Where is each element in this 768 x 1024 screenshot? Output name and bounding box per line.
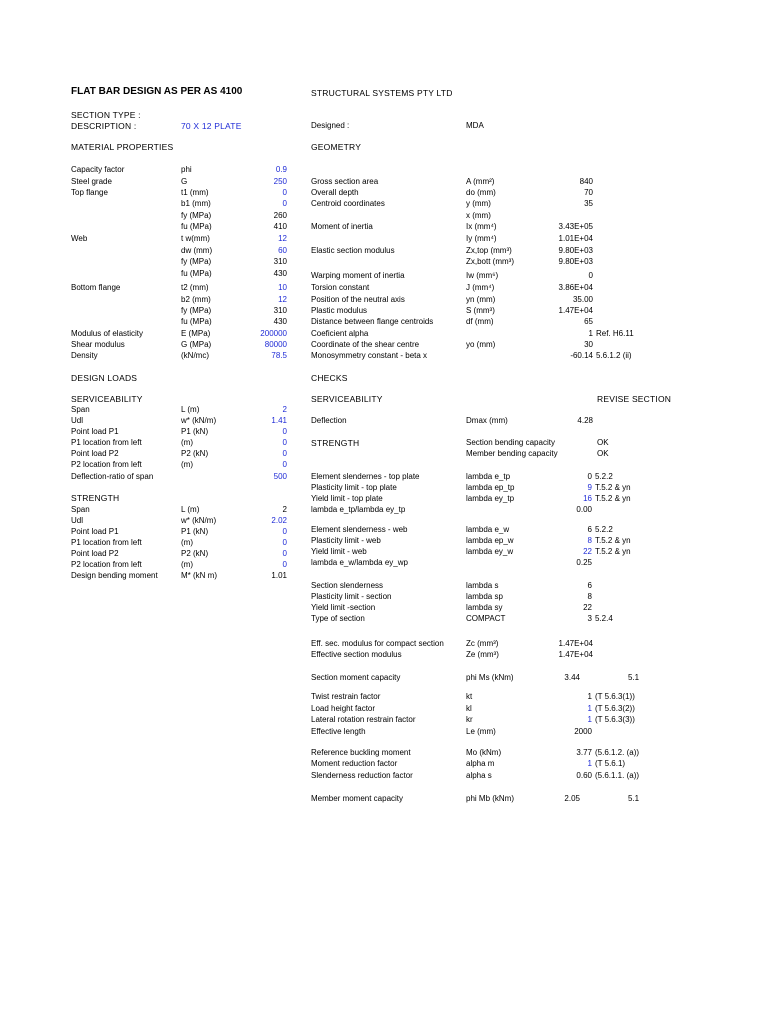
section-moment-value: 3.44: [564, 673, 580, 682]
check-symbol: kt: [466, 692, 473, 701]
section-type-label: SECTION TYPE :: [71, 110, 141, 120]
material-symbol: (kN/mc): [181, 351, 209, 360]
check-value: 1.47E+04: [558, 650, 593, 659]
geometry-symbol: Iy (mm⁴): [466, 234, 497, 243]
loads-strength-heading: STRENGTH: [71, 493, 120, 503]
geometry-label: Coeficient alpha: [311, 329, 369, 338]
geometry-symbol: Zx,bott (mm³): [466, 257, 514, 266]
member-bending-status: OK: [597, 449, 609, 458]
serv-load-symbol: (m): [181, 460, 193, 469]
geometry-value: 0: [588, 271, 593, 280]
check-label: Plasticity limit - section: [311, 592, 392, 601]
serv-load-symbol: P2 (kN): [181, 449, 209, 458]
check-symbol: lambda ep_w: [466, 536, 514, 545]
material-value: 410: [273, 222, 287, 231]
geometry-label: Elastic section modulus: [311, 246, 395, 255]
str-load-value[interactable]: 0: [282, 527, 287, 536]
material-value[interactable]: 0: [282, 199, 287, 208]
check-label: Lateral rotation restrain factor: [311, 715, 416, 724]
check-label: lambda e_w/lambda ey_wp: [311, 558, 408, 567]
geometry-value: 30: [584, 340, 593, 349]
check-ref: 5.2.2: [595, 525, 613, 534]
member-moment-ref: 5.1: [628, 794, 640, 803]
geometry-value: 1.01E+04: [558, 234, 593, 243]
section-bending-label: Section bending capacity: [466, 438, 555, 447]
serv-load-symbol: P1 (kN): [181, 427, 209, 436]
check-label: Yield limit - web: [311, 547, 367, 556]
str-load-label: Point load P1: [71, 527, 119, 536]
geometry-symbol: Ix (mm⁴): [466, 222, 497, 231]
description-label: DESCRIPTION :: [71, 121, 137, 131]
member-bending-label: Member bending capacity: [466, 449, 558, 458]
material-label: Shear modulus: [71, 340, 125, 349]
material-symbol: fu (MPa): [181, 222, 212, 231]
str-load-label: Span: [71, 505, 90, 514]
check-symbol: Ze (mm³): [466, 650, 499, 659]
check-symbol: Le (mm): [466, 727, 496, 736]
geometry-heading: GEOMETRY: [311, 142, 362, 152]
deflection-value: 4.28: [577, 416, 593, 425]
material-value[interactable]: 80000: [264, 340, 287, 349]
str-load-symbol: P2 (kN): [181, 549, 209, 558]
check-value: 0.00: [576, 505, 592, 514]
material-value[interactable]: 10: [278, 283, 287, 292]
member-moment-value: 2.05: [564, 794, 580, 803]
geometry-value: 70: [584, 188, 593, 197]
design-loads-heading: DESIGN LOADS: [71, 373, 138, 383]
member-moment-label: Member moment capacity: [311, 794, 404, 803]
check-value: 0.25: [576, 558, 592, 567]
geometry-label: Overall depth: [311, 188, 359, 197]
check-ref: (T 5.6.3(3)): [595, 715, 635, 724]
material-symbol: fy (MPa): [181, 211, 212, 220]
check-value: 1.47E+04: [558, 639, 593, 648]
geometry-label: Gross section area: [311, 177, 379, 186]
serv-load-label: P1 location from left: [71, 438, 142, 447]
section-moment-symbol: phi Ms (kNm): [466, 673, 514, 682]
geometry-symbol: Zx,top (mm³): [466, 246, 512, 255]
check-symbol: lambda ey_w: [466, 547, 514, 556]
serv-load-value[interactable]: 2: [282, 405, 287, 414]
material-symbol: fu (MPa): [181, 269, 212, 278]
check-symbol: alpha m: [466, 759, 495, 768]
company-name: STRUCTURAL SYSTEMS PTY LTD: [311, 88, 453, 98]
material-value: 310: [273, 257, 287, 266]
material-symbol: E (MPa): [181, 329, 211, 338]
check-symbol: COMPACT: [466, 614, 506, 623]
check-label: Type of section: [311, 614, 365, 623]
check-label: Yield limit -section: [311, 603, 376, 612]
serv-load-value[interactable]: 500: [273, 472, 287, 481]
str-load-symbol: w* (kN/m): [181, 516, 217, 525]
section-moment-label: Section moment capacity: [311, 673, 401, 682]
check-value: 0: [587, 472, 592, 481]
material-label: Density: [71, 351, 98, 360]
material-symbol: t w(mm): [181, 234, 210, 243]
check-label: Load height factor: [311, 704, 376, 713]
geometry-ref: 5.6.1.2 (ii): [596, 351, 632, 360]
checks-heading: CHECKS: [311, 373, 348, 383]
geometry-label: Moment of inertia: [311, 222, 373, 231]
material-symbol: fy (MPa): [181, 257, 212, 266]
check-label: Plasticity limit - top plate: [311, 483, 397, 492]
geometry-symbol: df (mm): [466, 317, 494, 326]
material-symbol: phi: [181, 165, 192, 174]
material-label: Top flange: [71, 188, 108, 197]
material-value: 260: [273, 211, 287, 220]
check-value[interactable]: 9: [587, 483, 592, 492]
geometry-label: Distance between flange centroids: [311, 317, 434, 326]
geometry-symbol: x (mm): [466, 211, 491, 220]
check-ref: T.5.2 & yn: [595, 483, 631, 492]
geometry-symbol: J (mm⁴): [466, 283, 495, 292]
check-ref: (5.6.1.1. (a)): [595, 771, 640, 780]
section-bending-status: OK: [597, 438, 609, 447]
check-label: Moment reduction factor: [311, 759, 398, 768]
material-label: Bottom flange: [71, 283, 121, 292]
geometry-symbol: yn (mm): [466, 295, 496, 304]
str-load-symbol: (m): [181, 538, 193, 547]
serv-load-label: P2 location from left: [71, 460, 142, 469]
deflection-symbol: Dmax (mm): [466, 416, 508, 425]
check-value: 6: [587, 525, 592, 534]
check-ref: T.5.2 & yn: [595, 494, 631, 503]
geometry-ref: Ref. H6.11: [596, 329, 634, 338]
material-symbol: fu (MPa): [181, 317, 212, 326]
check-label: Yield limit - top plate: [311, 494, 383, 503]
serv-load-value[interactable]: 0: [282, 438, 287, 447]
serv-load-label: Udl: [71, 416, 84, 425]
geometry-value: 65: [584, 317, 593, 326]
loads-serviceability-heading: SERVICEABILITY: [71, 394, 143, 404]
geometry-value: 3.86E+04: [558, 283, 593, 292]
material-value[interactable]: 250: [273, 177, 287, 186]
geometry-symbol: y (mm): [466, 199, 491, 208]
geometry-value: 1.47E+04: [558, 306, 593, 315]
material-value[interactable]: 0: [282, 188, 287, 197]
geometry-label: Centroid coordinates: [311, 199, 385, 208]
str-load-value[interactable]: 0: [282, 538, 287, 547]
str-load-value[interactable]: 0: [282, 560, 287, 569]
material-symbol: dw (mm): [181, 246, 213, 255]
str-load-symbol: (m): [181, 560, 193, 569]
str-load-symbol: P1 (kN): [181, 527, 209, 536]
check-symbol: lambda sp: [466, 592, 503, 601]
geometry-label: Coordinate of the shear centre: [311, 340, 420, 349]
checks-serviceability-heading: SERVICEABILITY: [311, 394, 383, 404]
material-value[interactable]: 60: [278, 246, 287, 255]
member-moment-symbol: phi Mb (kNm): [466, 794, 515, 803]
geometry-symbol: S (mm³): [466, 306, 495, 315]
check-value: 3.77: [576, 748, 592, 757]
check-symbol: Mo (kNm): [466, 748, 502, 757]
geometry-symbol: Iw (mm⁶): [466, 271, 499, 280]
check-value: 3: [587, 614, 592, 623]
revise-section-label: REVISE SECTION: [597, 394, 672, 404]
check-ref: (5.6.1.2. (a)): [595, 748, 640, 757]
geometry-label: Torsion constant: [311, 283, 370, 292]
material-symbol: b1 (mm): [181, 199, 211, 208]
material-symbol: fy (MPa): [181, 306, 212, 315]
check-label: Effective section modulus: [311, 650, 402, 659]
check-label: Effective length: [311, 727, 366, 736]
section-moment-ref: 5.1: [628, 673, 640, 682]
str-load-value[interactable]: 0: [282, 549, 287, 558]
check-ref: (T 5.6.3(2)): [595, 704, 635, 713]
check-ref: 5.2.4: [595, 614, 613, 623]
serv-load-label: Span: [71, 405, 90, 414]
material-symbol: t1 (mm): [181, 188, 209, 197]
check-value: 0.60: [576, 771, 592, 780]
check-label: Reference buckling moment: [311, 748, 411, 757]
check-ref: T.5.2 & yn: [595, 547, 631, 556]
geometry-value: 9.80E+03: [558, 246, 593, 255]
check-value: 22: [583, 603, 592, 612]
check-symbol: lambda sy: [466, 603, 503, 612]
material-label: Capacity factor: [71, 165, 125, 174]
check-symbol: lambda e_tp: [466, 472, 511, 481]
serv-load-symbol: w* (kN/m): [181, 416, 217, 425]
serv-load-symbol: (m): [181, 438, 193, 447]
geometry-symbol: do (mm): [466, 188, 496, 197]
material-value[interactable]: 200000: [260, 329, 287, 338]
page-title: FLAT BAR DESIGN AS PER AS 4100: [71, 86, 243, 97]
material-value[interactable]: 12: [278, 295, 287, 304]
serv-load-value[interactable]: 0: [282, 449, 287, 458]
geometry-value: 3.43E+05: [558, 222, 593, 231]
geometry-value: 840: [579, 177, 593, 186]
serv-load-value[interactable]: 1.41: [271, 416, 287, 425]
check-ref: 5.2.2: [595, 472, 613, 481]
geometry-value: 35.00: [572, 295, 593, 304]
check-label: Element slenderness - web: [311, 525, 408, 534]
geometry-value: 35: [584, 199, 593, 208]
serv-load-label: Point load P1: [71, 427, 119, 436]
serv-load-value[interactable]: 0: [282, 427, 287, 436]
check-value: 6: [587, 581, 592, 590]
check-value[interactable]: 8: [587, 536, 592, 545]
geometry-value: 9.80E+03: [558, 257, 593, 266]
check-label: Element slendernes - top plate: [311, 472, 420, 481]
str-load-symbol: L (m): [181, 505, 200, 514]
geometry-symbol: A (mm²): [466, 177, 495, 186]
check-label: Eff. sec. modulus for compact section: [311, 639, 444, 648]
check-value[interactable]: 16: [583, 494, 592, 503]
check-symbol: kl: [466, 704, 472, 713]
check-value[interactable]: 1: [587, 704, 592, 713]
serv-load-label: Deflection-ratio of span: [71, 472, 154, 481]
material-symbol: t2 (mm): [181, 283, 209, 292]
material-label: Steel grade: [71, 177, 112, 186]
check-symbol: lambda e_w: [466, 525, 510, 534]
check-label: lambda e_tp/lambda ey_tp: [311, 505, 406, 514]
geometry-value: 1: [588, 329, 593, 338]
material-heading: MATERIAL PROPERTIES: [71, 142, 174, 152]
material-value[interactable]: 12: [278, 234, 287, 243]
check-symbol: lambda ey_tp: [466, 494, 515, 503]
str-load-value: 2: [282, 505, 287, 514]
str-load-label: P2 location from left: [71, 560, 142, 569]
check-symbol: alpha s: [466, 771, 492, 780]
material-label: Web: [71, 234, 88, 243]
str-load-value[interactable]: 2.02: [271, 516, 287, 525]
str-load-symbol: M* (kN m): [181, 571, 217, 580]
material-value: 430: [273, 269, 287, 278]
material-label: Modulus of elasticity: [71, 329, 144, 338]
serv-load-label: Point load P2: [71, 449, 119, 458]
checks-strength-heading: STRENGTH: [311, 438, 360, 448]
check-value: 8: [587, 592, 592, 601]
check-label: Plasticity limit - web: [311, 536, 381, 545]
str-load-label: Design bending moment: [71, 571, 158, 580]
geometry-label: Plastic modulus: [311, 306, 368, 315]
str-load-label: Udl: [71, 516, 84, 525]
geometry-label: Monosymmetry constant - beta x: [311, 351, 428, 360]
check-symbol: lambda s: [466, 581, 499, 590]
str-load-value: 1.01: [271, 571, 287, 580]
check-ref: (T 5.6.3(1)): [595, 692, 635, 701]
geometry-label: Warping moment of inertia: [311, 271, 405, 280]
designed-label: Designed :: [311, 121, 350, 130]
check-value[interactable]: 1: [587, 759, 592, 768]
check-value: 1: [587, 692, 592, 701]
deflection-label: Deflection: [311, 416, 347, 425]
designed-value[interactable]: MDA: [466, 121, 484, 130]
check-symbol: kr: [466, 715, 473, 724]
material-symbol: b2 (mm): [181, 295, 211, 304]
material-value: 310: [273, 306, 287, 315]
check-value: 2000: [574, 727, 592, 736]
str-load-label: P1 location from left: [71, 538, 142, 547]
material-symbol: G (MPa): [181, 340, 212, 349]
description-value[interactable]: 70 X 12 PLATE: [181, 121, 242, 131]
material-value[interactable]: 0.9: [275, 165, 287, 174]
geometry-symbol: yo (mm): [466, 340, 496, 349]
check-label: Slenderness reduction factor: [311, 771, 413, 780]
material-symbol: G: [181, 177, 188, 186]
check-ref: T.5.2 & yn: [595, 536, 631, 545]
check-label: Twist restrain factor: [311, 692, 381, 701]
geometry-value: -60.14: [570, 351, 593, 360]
geometry-label: Position of the neutral axis: [311, 295, 405, 304]
check-ref: (T 5.6.1): [595, 759, 626, 768]
check-symbol: Zc (mm³): [466, 639, 499, 648]
serv-load-value[interactable]: 0: [282, 460, 287, 469]
serv-load-symbol: L (m): [181, 405, 200, 414]
check-value[interactable]: 1: [587, 715, 592, 724]
check-label: Section slenderness: [311, 581, 384, 590]
material-value: 430: [273, 317, 287, 326]
material-value[interactable]: 78.5: [271, 351, 287, 360]
check-value[interactable]: 22: [583, 547, 592, 556]
str-load-label: Point load P2: [71, 549, 119, 558]
check-symbol: lambda ep_tp: [466, 483, 515, 492]
